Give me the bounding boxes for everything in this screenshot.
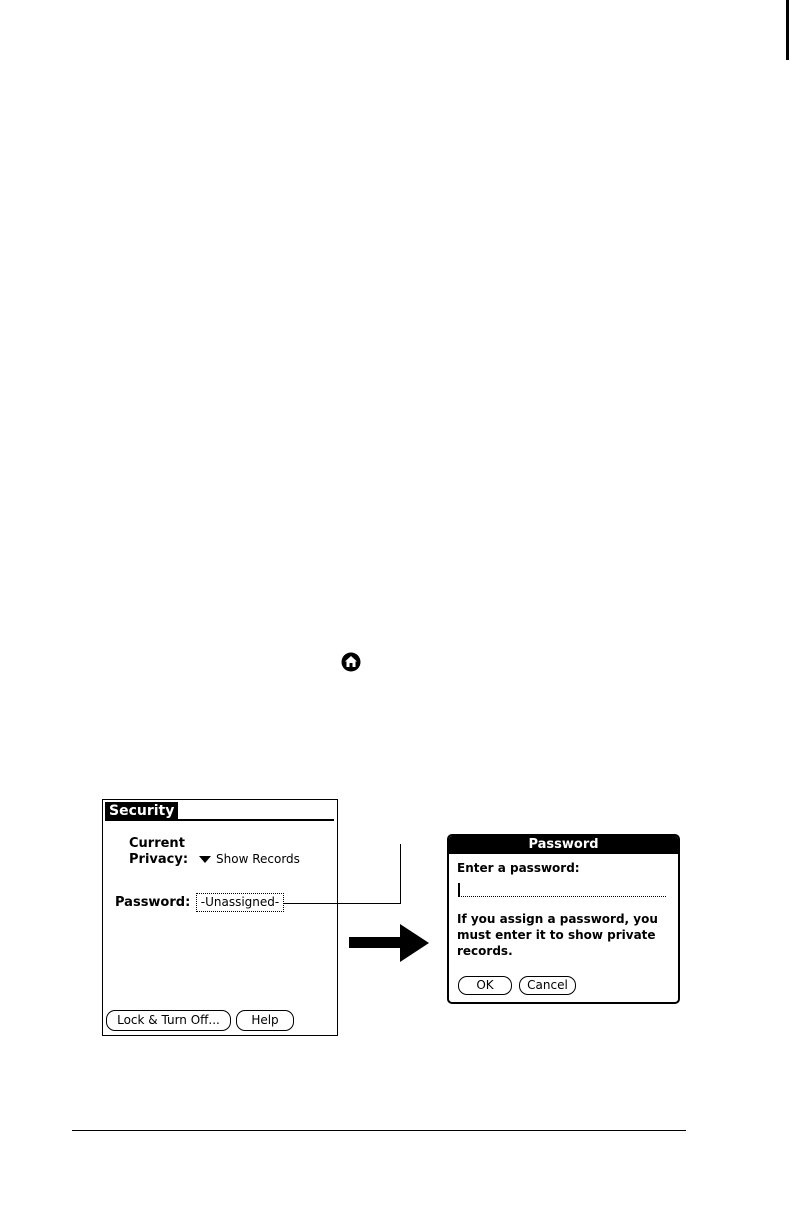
text-cursor bbox=[458, 883, 460, 897]
password-field[interactable]: -Unassigned- bbox=[196, 893, 284, 912]
password-message: If you assign a password, you must enter it to show private records. bbox=[457, 912, 658, 958]
title-underline bbox=[105, 819, 334, 821]
footer-rule bbox=[72, 1130, 686, 1131]
privacy-label: Privacy: bbox=[129, 852, 189, 867]
cancel-button[interactable]: Cancel bbox=[519, 976, 576, 995]
privacy-dropdown-arrow-icon[interactable] bbox=[199, 856, 211, 863]
security-screen bbox=[102, 799, 338, 1036]
password-input[interactable] bbox=[458, 896, 666, 897]
top-margin-rule bbox=[786, 0, 789, 60]
arrow-right-icon bbox=[349, 924, 429, 962]
password-prompt: Enter a password: bbox=[457, 861, 580, 875]
privacy-value[interactable]: Show Records bbox=[216, 852, 300, 866]
home-icon bbox=[340, 651, 362, 673]
help-button[interactable]: Help bbox=[236, 1010, 294, 1031]
password-dialog bbox=[447, 834, 680, 1004]
callout-line-vertical bbox=[400, 844, 401, 904]
security-title: Security bbox=[105, 802, 178, 821]
password-dialog-title: Password bbox=[449, 836, 678, 854]
password-label: Password: bbox=[115, 895, 191, 910]
ok-button[interactable]: OK bbox=[458, 976, 512, 995]
lock-turn-off-button[interactable]: Lock & Turn Off... bbox=[106, 1010, 231, 1031]
callout-line-horizontal bbox=[283, 903, 401, 904]
current-label: Current bbox=[129, 836, 185, 851]
